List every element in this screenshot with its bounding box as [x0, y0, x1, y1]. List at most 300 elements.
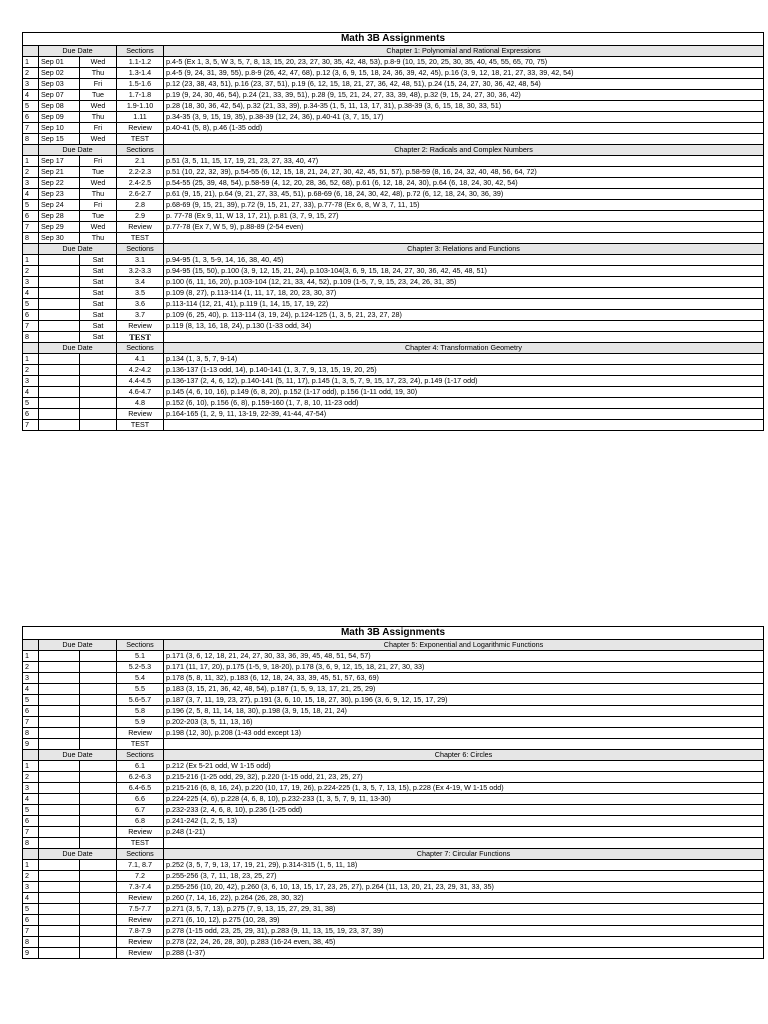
row-number: 5 — [23, 805, 39, 816]
header-sections: Sections — [117, 244, 164, 255]
table-row — [23, 376, 764, 387]
row-number: 4 — [23, 189, 39, 200]
due-day — [80, 761, 117, 772]
due-day — [80, 420, 117, 431]
row-number: 2 — [23, 266, 39, 277]
assignment-text: p.12 (23, 38, 43, 51), p.16 (23, 37, 51), p.19 (6, 12, 15, 18, 21, 27, 36, 42, 48, 51), p.24 (15, 24, 27, 30, 36, 42, 48, 54) — [164, 79, 764, 90]
due-day: Thu — [80, 112, 117, 123]
assignment-text: p.271 (6, 10, 12), p.275 (10, 28, 39) — [164, 915, 764, 926]
due-day: Wed — [80, 134, 117, 145]
assignment-text: p.134 (1, 3, 5, 7, 9-14) — [164, 354, 764, 365]
row-number: 2 — [23, 772, 39, 783]
due-day — [80, 706, 117, 717]
due-day — [80, 728, 117, 739]
table-row — [23, 189, 764, 200]
section-number: 6.2-6.3 — [117, 772, 164, 783]
due-date — [39, 695, 80, 706]
assignment-text — [164, 332, 764, 343]
header-chapter-title: Chapter 2: Radicals and Complex Numbers — [164, 145, 764, 156]
assignments-table-1-body — [23, 33, 764, 431]
due-day — [80, 816, 117, 827]
due-date — [39, 684, 80, 695]
due-day: Sat — [80, 288, 117, 299]
table-row — [23, 266, 764, 277]
row-number: 5 — [23, 398, 39, 409]
header-due-date: Due Date — [39, 849, 117, 860]
table-row — [23, 937, 764, 948]
table-row — [23, 310, 764, 321]
row-number: 3 — [23, 673, 39, 684]
header-blank — [23, 46, 39, 57]
table-row — [23, 684, 764, 695]
due-date — [39, 662, 80, 673]
due-date — [39, 915, 80, 926]
assignment-text: p.278 (22, 24, 26, 28, 30), p.283 (16-24 even, 38, 45) — [164, 937, 764, 948]
due-date: Sep 28 — [39, 211, 80, 222]
due-day: Sat — [80, 255, 117, 266]
due-day — [80, 838, 117, 849]
due-date: Sep 24 — [39, 200, 80, 211]
table-row — [23, 112, 764, 123]
table-row — [23, 134, 764, 145]
assignment-text: p.94-95 (1, 3, 5-9, 14, 16, 38, 40, 45) — [164, 255, 764, 266]
section-number: 5.1 — [117, 651, 164, 662]
assignment-text: p.119 (8, 13, 16, 18, 24), p.130 (1-33 odd, 34) — [164, 321, 764, 332]
row-number: 8 — [23, 838, 39, 849]
assignment-text: p.152 (6, 10), p.156 (6, 8), p.159-160 (1, 7, 8, 10, 11-23 odd) — [164, 398, 764, 409]
assignment-text: p.28 (18, 30, 36, 42, 54), p.32 (21, 33, 39), p.34-35 (1, 5, 11, 13, 17, 31), p.38-39 (3, 6, 15, 18, 30, 33, 51) — [164, 101, 764, 112]
row-number: 6 — [23, 211, 39, 222]
assignments-table-2 — [22, 626, 764, 959]
header-blank — [23, 849, 39, 860]
due-date — [39, 332, 80, 343]
row-number: 7 — [23, 123, 39, 134]
due-day — [80, 695, 117, 706]
header-due-date: Due Date — [39, 244, 117, 255]
row-number: 3 — [23, 277, 39, 288]
due-day — [80, 926, 117, 937]
table-row — [23, 299, 764, 310]
row-number: 4 — [23, 90, 39, 101]
assignments-table-2-body — [23, 627, 764, 959]
section-number: 6.6 — [117, 794, 164, 805]
header-sections: Sections — [117, 849, 164, 860]
due-date — [39, 893, 80, 904]
due-day — [80, 904, 117, 915]
assignment-text: p. 77-78 (Ex 9, 11, W 13, 17, 21), p.81 (3, 7, 9, 15, 27) — [164, 211, 764, 222]
assignment-text: p.215-216 (6, 8, 16, 24), p.220 (10, 17, 19, 26), p.224-225 (1, 3, 5, 7, 13, 15), p.228 (Ex 4-19, W 1-15 odd) — [164, 783, 764, 794]
table-row — [23, 365, 764, 376]
section-number: 1.9-1.10 — [117, 101, 164, 112]
assignment-text: p.4-5 (9, 24, 31, 39, 55), p.8-9 (26, 42, 47, 68), p.12 (3, 6, 9, 15, 18, 24, 36, 39, 42, 45), p.16 (3, 9, 12, 18, 21, 27, 33, 39, 42, 54) — [164, 68, 764, 79]
due-date — [39, 288, 80, 299]
header-due-date: Due Date — [39, 640, 117, 651]
due-date — [39, 882, 80, 893]
section-number: TEST — [117, 332, 164, 343]
due-date — [39, 871, 80, 882]
chapter-header-row — [23, 343, 764, 354]
due-date: Sep 30 — [39, 233, 80, 244]
due-day — [80, 662, 117, 673]
section-number: Review — [117, 937, 164, 948]
due-day — [80, 805, 117, 816]
due-date — [39, 717, 80, 728]
assignment-text: p.171 (11, 17, 20), p.175 (1-5, 9, 18-20), p.178 (3, 6, 9, 12, 15, 18, 21, 27, 30, 33) — [164, 662, 764, 673]
chapter-header-row — [23, 46, 764, 57]
section-number: TEST — [117, 739, 164, 750]
header-due-date: Due Date — [39, 343, 117, 354]
table-row — [23, 288, 764, 299]
chapter-header-row — [23, 849, 764, 860]
due-day — [80, 794, 117, 805]
row-number: 1 — [23, 156, 39, 167]
table-row — [23, 783, 764, 794]
assignment-text: p.100 (6, 11, 16, 20), p.103-104 (12, 21, 33, 44, 52), p.109 (1-5, 7, 9, 15, 23, 24, 26, 31, 35) — [164, 277, 764, 288]
section-number: 1.7-1.8 — [117, 90, 164, 101]
due-date — [39, 816, 80, 827]
due-date — [39, 420, 80, 431]
due-day — [80, 387, 117, 398]
due-day — [80, 882, 117, 893]
table-row — [23, 101, 764, 112]
row-number: 7 — [23, 222, 39, 233]
table-row — [23, 673, 764, 684]
assignment-text: p.109 (6, 25, 40), p. 113-114 (3, 19, 24), p.124-125 (1, 3, 5, 21, 23, 27, 28) — [164, 310, 764, 321]
section-number: 6.8 — [117, 816, 164, 827]
table-row — [23, 200, 764, 211]
assignment-text: p.232-233 (2, 4, 6, 8, 10), p.236 (1-25 odd) — [164, 805, 764, 816]
header-due-date: Due Date — [39, 145, 117, 156]
due-day: Sat — [80, 266, 117, 277]
row-number: 6 — [23, 409, 39, 420]
section-number: 5.2-5.3 — [117, 662, 164, 673]
due-date — [39, 904, 80, 915]
row-number: 8 — [23, 134, 39, 145]
row-number: 2 — [23, 167, 39, 178]
table-row — [23, 222, 764, 233]
row-number: 6 — [23, 310, 39, 321]
due-day: Sat — [80, 277, 117, 288]
header-sections: Sections — [117, 640, 164, 651]
section-number: 4.6-4.7 — [117, 387, 164, 398]
row-number: 3 — [23, 783, 39, 794]
section-number: TEST — [117, 838, 164, 849]
due-date — [39, 838, 80, 849]
row-number: 4 — [23, 794, 39, 805]
due-date — [39, 948, 80, 959]
due-date — [39, 387, 80, 398]
due-date: Sep 03 — [39, 79, 80, 90]
table-title-row — [23, 627, 764, 640]
section-number: Review — [117, 123, 164, 134]
due-date — [39, 772, 80, 783]
section-number: 3.4 — [117, 277, 164, 288]
section-number: 7.5-7.7 — [117, 904, 164, 915]
section-number: 7.8-7.9 — [117, 926, 164, 937]
table-row — [23, 321, 764, 332]
row-number: 5 — [23, 904, 39, 915]
section-number: 3.6 — [117, 299, 164, 310]
table-row — [23, 255, 764, 266]
row-number: 8 — [23, 332, 39, 343]
section-number: 5.5 — [117, 684, 164, 695]
assignment-text: p.288 (1-37) — [164, 948, 764, 959]
assignment-text — [164, 233, 764, 244]
assignment-text: p.183 (3, 15, 21, 36, 42, 48, 54), p.187 (1, 5, 9, 13, 17, 21, 25, 29) — [164, 684, 764, 695]
due-date: Sep 15 — [39, 134, 80, 145]
due-date — [39, 365, 80, 376]
table-row — [23, 871, 764, 882]
row-number: 1 — [23, 255, 39, 266]
section-number: Review — [117, 827, 164, 838]
section-number: 2.2-2.3 — [117, 167, 164, 178]
table-row — [23, 882, 764, 893]
table-row — [23, 838, 764, 849]
assignment-text: p.260 (7, 14, 16, 22), p.264 (26, 28, 30, 32) — [164, 893, 764, 904]
due-day: Fri — [80, 123, 117, 134]
assignment-text: p.248 (1-21) — [164, 827, 764, 838]
assignment-text: p.77-78 (Ex 7, W 5, 9), p.88-89 (2-54 even) — [164, 222, 764, 233]
due-day — [80, 684, 117, 695]
row-number: 6 — [23, 816, 39, 827]
assignment-text: p.241-242 (1, 2, 5, 13) — [164, 816, 764, 827]
assignment-text: p.40-41 (5, 8), p.46 (1-35 odd) — [164, 123, 764, 134]
due-day — [80, 827, 117, 838]
section-number: TEST — [117, 420, 164, 431]
due-day — [80, 948, 117, 959]
section-number: 2.6-2.7 — [117, 189, 164, 200]
assignment-text — [164, 739, 764, 750]
due-day — [80, 398, 117, 409]
section-number: 1.5-1.6 — [117, 79, 164, 90]
due-date — [39, 354, 80, 365]
table-row — [23, 904, 764, 915]
row-number: 5 — [23, 101, 39, 112]
due-date — [39, 739, 80, 750]
assignment-text: p.164-165 (1, 2, 9, 11, 13-19, 22-39, 41-44, 47-54) — [164, 409, 764, 420]
assignment-text: p.255-256 (3, 7, 11, 18, 23, 25, 27) — [164, 871, 764, 882]
table-row — [23, 57, 764, 68]
assignment-text — [164, 838, 764, 849]
assignment-text: p.271 (3, 5, 7, 13), p.275 (7, 9, 13, 15, 27, 29, 31, 38) — [164, 904, 764, 915]
header-chapter-title: Chapter 5: Exponential and Logarithmic Functions — [164, 640, 764, 651]
table-row — [23, 233, 764, 244]
due-day — [80, 717, 117, 728]
due-date — [39, 651, 80, 662]
table-row — [23, 167, 764, 178]
due-date — [39, 794, 80, 805]
due-day: Sat — [80, 310, 117, 321]
section-number: 3.2-3.3 — [117, 266, 164, 277]
due-date: Sep 01 — [39, 57, 80, 68]
table-row — [23, 827, 764, 838]
row-number: 2 — [23, 871, 39, 882]
section-number: 7.2 — [117, 871, 164, 882]
row-number: 9 — [23, 948, 39, 959]
assignment-text: p.212 (Ex 5-21 odd, W 1-15 odd) — [164, 761, 764, 772]
section-number: 1.3-1.4 — [117, 68, 164, 79]
assignment-text: p.255-256 (10, 20, 42), p.260 (3, 6, 10, 13, 15, 17, 23, 25, 27), p.264 (11, 13, 20, 21, 23, 29, 31, 33, 35) — [164, 882, 764, 893]
due-day — [80, 376, 117, 387]
row-number: 1 — [23, 57, 39, 68]
due-date — [39, 398, 80, 409]
due-date — [39, 266, 80, 277]
due-date — [39, 827, 80, 838]
due-date: Sep 02 — [39, 68, 80, 79]
row-number: 3 — [23, 882, 39, 893]
due-day: Tue — [80, 211, 117, 222]
assignment-text: p.198 (12, 30), p.208 (1-43 odd except 13) — [164, 728, 764, 739]
table-row — [23, 156, 764, 167]
table-title: Math 3B Assignments — [23, 33, 764, 46]
table-row — [23, 354, 764, 365]
due-date: Sep 23 — [39, 189, 80, 200]
due-day: Thu — [80, 189, 117, 200]
section-number: Review — [117, 893, 164, 904]
section-number: 2.4-2.5 — [117, 178, 164, 189]
table-row — [23, 860, 764, 871]
table-row — [23, 948, 764, 959]
due-date — [39, 409, 80, 420]
assignment-text: p.109 (8, 27), p.113-114 (1, 11, 17, 18, 20, 23, 30, 37) — [164, 288, 764, 299]
due-date — [39, 673, 80, 684]
assignment-text: p.252 (3, 5, 7, 9, 13, 17, 19, 21, 29), p.314-315 (1, 5, 11, 18) — [164, 860, 764, 871]
row-number: 7 — [23, 717, 39, 728]
section-number: 2.8 — [117, 200, 164, 211]
table-row — [23, 739, 764, 750]
header-due-date: Due Date — [39, 750, 117, 761]
table-title: Math 3B Assignments — [23, 627, 764, 640]
assignment-text: p.34-35 (3, 9, 15, 19, 35), p.38-39 (12, 24, 36), p.40-41 (3, 7, 15, 17) — [164, 112, 764, 123]
section-number: 2.9 — [117, 211, 164, 222]
table-row — [23, 717, 764, 728]
row-number: 1 — [23, 761, 39, 772]
due-day — [80, 739, 117, 750]
due-day — [80, 673, 117, 684]
section-number: 3.1 — [117, 255, 164, 266]
due-day: Thu — [80, 68, 117, 79]
assignment-text — [164, 134, 764, 145]
due-date — [39, 937, 80, 948]
table-title-row — [23, 33, 764, 46]
due-date — [39, 255, 80, 266]
row-number: 9 — [23, 739, 39, 750]
table-row — [23, 772, 764, 783]
section-number: Review — [117, 321, 164, 332]
assignment-text: p.202-203 (3, 5, 11, 13, 16) — [164, 717, 764, 728]
table-row — [23, 915, 764, 926]
due-date: Sep 21 — [39, 167, 80, 178]
assignment-text: p.187 (3, 7, 11, 19, 23, 27), p.191 (3, 6, 10, 15, 18, 27, 30), p.196 (3, 6, 9, 12, 15, 17, 29) — [164, 695, 764, 706]
header-chapter-title: Chapter 3: Relations and Functions — [164, 244, 764, 255]
section-number: 6.1 — [117, 761, 164, 772]
due-date: Sep 17 — [39, 156, 80, 167]
row-number: 6 — [23, 112, 39, 123]
due-date — [39, 299, 80, 310]
row-number: 7 — [23, 827, 39, 838]
section-number: 5.6-5.7 — [117, 695, 164, 706]
due-date — [39, 728, 80, 739]
table-row — [23, 409, 764, 420]
table-row — [23, 277, 764, 288]
header-sections: Sections — [117, 46, 164, 57]
assignment-text: p.136-137 (2, 4, 6, 12), p.140-141 (5, 11, 17), p.145 (1, 3, 5, 7, 9, 15, 17, 23, 24), p.149 (1-17 odd) — [164, 376, 764, 387]
due-day — [80, 860, 117, 871]
due-day: Sat — [80, 299, 117, 310]
due-date: Sep 08 — [39, 101, 80, 112]
table-row — [23, 79, 764, 90]
assignment-text: p.113-114 (12, 21, 41), p.119 (1, 14, 15, 17, 19, 22) — [164, 299, 764, 310]
due-day — [80, 937, 117, 948]
assignment-text: p.178 (5, 8, 11, 32), p.183 (6, 12, 18, 24, 33, 39, 45, 51, 57, 63, 69) — [164, 673, 764, 684]
assignment-text: p.19 (9, 24, 30, 46, 54), p.24 (21, 33, 39, 51), p.28 (9, 15, 21, 24, 27, 33, 39, 48), p.32 (9, 15, 24, 27, 30, 36, 42) — [164, 90, 764, 101]
section-number: 2.1 — [117, 156, 164, 167]
due-date — [39, 926, 80, 937]
header-blank — [23, 244, 39, 255]
due-day — [80, 365, 117, 376]
table-row — [23, 893, 764, 904]
assignment-text: p.215-216 (1-25 odd, 29, 32), p.220 (1-15 odd, 21, 23, 25, 27) — [164, 772, 764, 783]
due-day — [80, 871, 117, 882]
row-number: 1 — [23, 860, 39, 871]
row-number: 3 — [23, 376, 39, 387]
section-number: 4.1 — [117, 354, 164, 365]
table-row — [23, 662, 764, 673]
header-sections: Sections — [117, 145, 164, 156]
section-number: 1.11 — [117, 112, 164, 123]
due-day — [80, 651, 117, 662]
header-chapter-title: Chapter 6: Circles — [164, 750, 764, 761]
due-day: Tue — [80, 167, 117, 178]
chapter-header-row — [23, 244, 764, 255]
due-date: Sep 22 — [39, 178, 80, 189]
section-number: Review — [117, 728, 164, 739]
header-blank — [23, 750, 39, 761]
due-day: Sat — [80, 332, 117, 343]
row-number: 2 — [23, 68, 39, 79]
assignment-text: p.224-225 (4, 6), p.228 (4, 6, 8, 10), p.232-233 (1, 3, 5, 7, 9, 11, 13-30) — [164, 794, 764, 805]
due-date: Sep 29 — [39, 222, 80, 233]
row-number: 1 — [23, 651, 39, 662]
row-number: 7 — [23, 321, 39, 332]
table-row — [23, 387, 764, 398]
header-sections: Sections — [117, 343, 164, 354]
due-date — [39, 860, 80, 871]
section-number: Review — [117, 948, 164, 959]
due-date — [39, 321, 80, 332]
table-row — [23, 68, 764, 79]
table-row — [23, 728, 764, 739]
due-day — [80, 893, 117, 904]
table-row — [23, 178, 764, 189]
table-row — [23, 926, 764, 937]
row-number: 7 — [23, 926, 39, 937]
section-number: 1.1-1.2 — [117, 57, 164, 68]
row-number: 4 — [23, 684, 39, 695]
section-number: 6.7 — [117, 805, 164, 816]
header-chapter-title: Chapter 7: Circular Functions — [164, 849, 764, 860]
due-day: Wed — [80, 222, 117, 233]
table-row — [23, 816, 764, 827]
header-blank — [23, 145, 39, 156]
assignment-text: p.51 (3, 5, 11, 15, 17, 19, 21, 23, 27, 33, 40, 47) — [164, 156, 764, 167]
assignment-text: p.278 (1-15 odd, 23, 25, 29, 31), p.283 (9, 11, 13, 15, 19, 23, 37, 39) — [164, 926, 764, 937]
due-day — [80, 783, 117, 794]
assignment-text — [164, 420, 764, 431]
assignment-text: p.51 (10, 22, 32, 39), p.54-55 (6, 12, 15, 18, 21, 24, 27, 30, 42, 45, 51, 57), p.58-59 (8, 16, 24, 32, 40, 48, 56, 64, 72) — [164, 167, 764, 178]
assignment-text: p.61 (9, 15, 21), p.64 (9, 21, 27, 33, 45, 51), p.68-69 (6, 18, 24, 30, 42, 48), p.72 (6, 12, 18, 24, 30, 36, 39) — [164, 189, 764, 200]
table-row — [23, 420, 764, 431]
